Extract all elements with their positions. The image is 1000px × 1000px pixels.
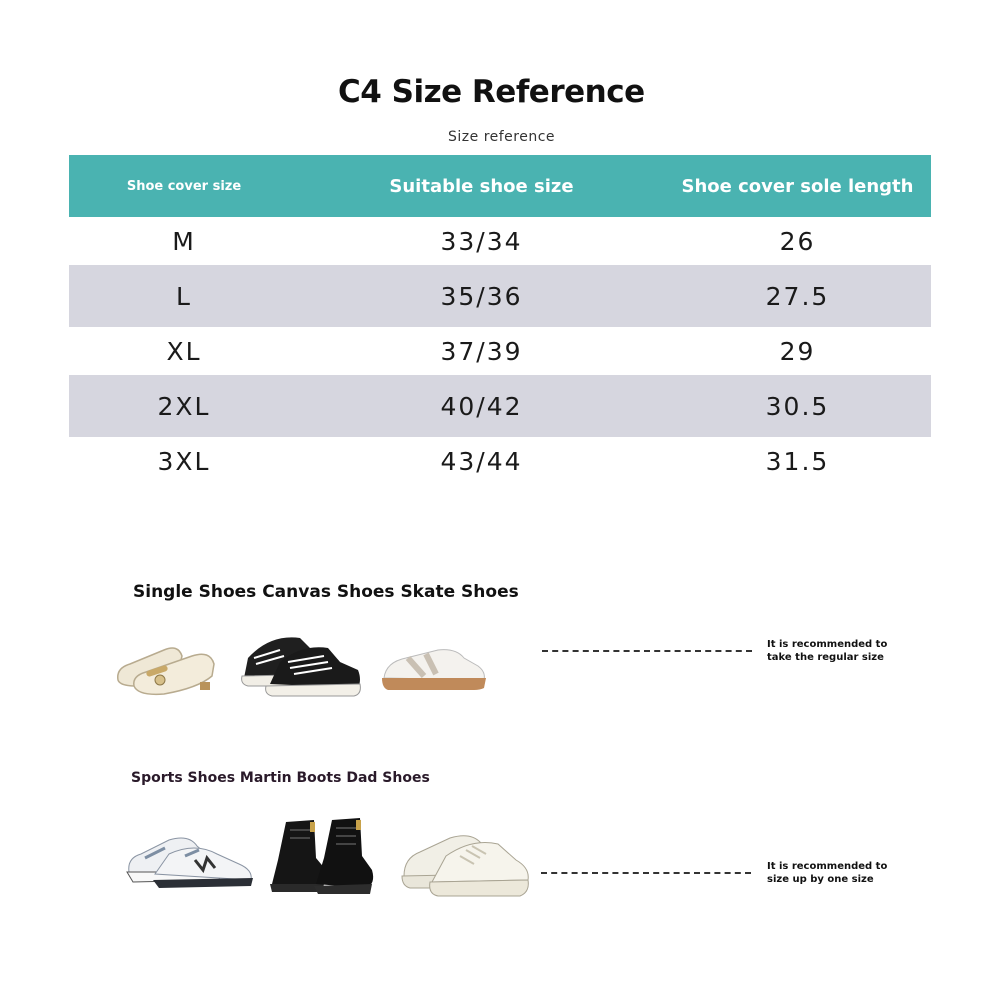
sneaker-icon xyxy=(125,828,257,890)
cell-sole-length: 31.5 xyxy=(765,446,830,476)
header-shoe-cover-size: Shoe cover size xyxy=(126,178,242,194)
cell-sole-length: 30.5 xyxy=(765,391,830,421)
header-suitable-shoe-size: Suitable shoe size xyxy=(389,175,574,197)
table-row xyxy=(69,265,931,327)
martin-boot-icon xyxy=(266,814,380,896)
dashed-connector xyxy=(542,650,752,652)
table-row xyxy=(69,437,931,485)
cell-shoe-size: 35/36 xyxy=(440,281,523,311)
group-title-regular: Single Shoes Canvas Shoes Skate Shoes xyxy=(133,582,519,602)
cell-sole-length: 29 xyxy=(779,336,816,366)
cell-size: 3XL xyxy=(157,446,211,476)
cell-size: XL xyxy=(166,336,202,366)
cell-shoe-size: 33/34 xyxy=(440,226,523,256)
table-header xyxy=(69,155,931,217)
size-table xyxy=(69,155,931,485)
table-row xyxy=(69,375,931,437)
flat-shoe-icon xyxy=(112,628,222,698)
skate-shoe-icon xyxy=(380,640,488,692)
dad-shoe-icon xyxy=(400,822,532,898)
cell-shoe-size: 40/42 xyxy=(440,391,523,421)
table-row xyxy=(69,327,931,375)
cell-sole-length: 26 xyxy=(779,226,816,256)
note-line: take the regular size xyxy=(767,652,884,663)
header-sole-length: Shoe cover sole length xyxy=(681,175,914,197)
note-line: size up by one size xyxy=(767,874,874,885)
cell-size: L xyxy=(176,281,192,311)
dashed-connector xyxy=(541,872,751,874)
note-line: It is recommended to xyxy=(767,861,888,872)
note-line: It is recommended to xyxy=(767,639,888,650)
cell-size: M xyxy=(172,226,196,256)
recommendation-note-size-up xyxy=(767,860,887,886)
recommendation-note-regular xyxy=(767,638,887,664)
cell-sole-length: 27.5 xyxy=(765,281,830,311)
canvas-shoe-icon xyxy=(240,628,362,698)
cell-size: 2XL xyxy=(157,391,211,421)
cell-shoe-size: 37/39 xyxy=(440,336,523,366)
cell-shoe-size: 43/44 xyxy=(440,446,523,476)
page-title: C4 Size Reference xyxy=(338,74,645,110)
group-title-size-up: Sports Shoes Martin Boots Dad Shoes xyxy=(131,770,430,786)
page-subtitle: Size reference xyxy=(448,129,556,145)
table-row xyxy=(69,217,931,265)
